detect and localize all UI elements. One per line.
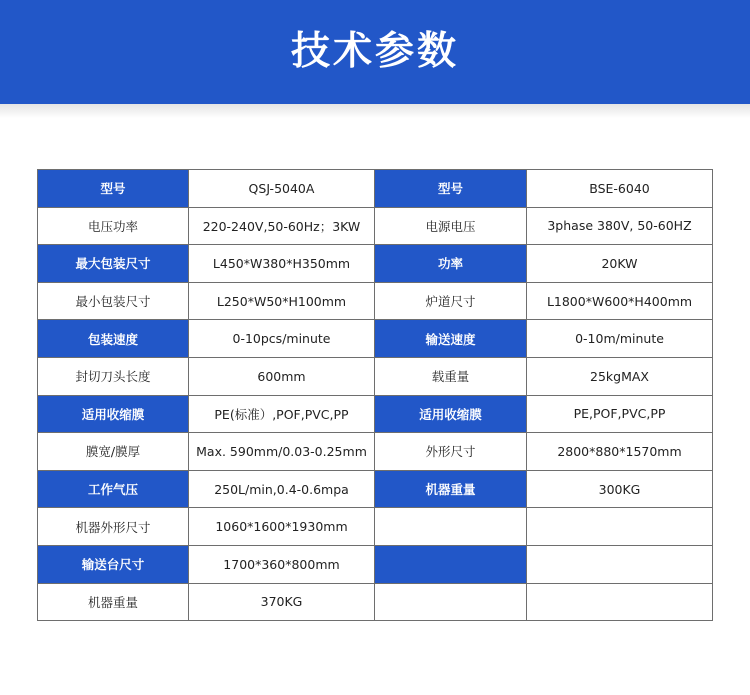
spec-label-right: 炉道尺寸 (375, 282, 527, 320)
spec-value-left: 1700*360*800mm (189, 545, 375, 583)
spec-label-left: 包装速度 (38, 320, 189, 358)
table-row (38, 170, 713, 208)
spec-value-right: 300KG (527, 470, 713, 508)
spec-value-left: 600mm (189, 357, 375, 395)
spec-value-right: 20KW (527, 245, 713, 283)
banner-shadow (0, 104, 750, 118)
table-row (38, 245, 713, 283)
spec-table (37, 169, 713, 621)
spec-label-left: 电压功率 (38, 207, 189, 245)
spec-value-right: 3phase 380V, 50-60HZ (527, 207, 713, 245)
table-row (38, 320, 713, 358)
spec-value-left: 1060*1600*1930mm (189, 508, 375, 546)
spec-value-right: 0-10m/minute (527, 320, 713, 358)
spec-label-right: 电源电压 (375, 207, 527, 245)
table-row (38, 470, 713, 508)
spec-value-left: L250*W50*H100mm (189, 282, 375, 320)
spec-label-right (375, 545, 527, 583)
spec-value-left: 220-240V,50-60Hz；3KW (189, 207, 375, 245)
table-row (38, 433, 713, 471)
spec-label-left: 工作气压 (38, 470, 189, 508)
spec-label-right: 型号 (375, 170, 527, 208)
table-row (38, 282, 713, 320)
spec-value-right (527, 583, 713, 621)
spec-value-left: Max. 590mm/0.03-0.25mm (189, 433, 375, 471)
spec-value-left: 0-10pcs/minute (189, 320, 375, 358)
spec-label-right (375, 508, 527, 546)
spec-label-left: 膜宽/膜厚 (38, 433, 189, 471)
table-row (38, 583, 713, 621)
table-row (38, 207, 713, 245)
table-row (38, 357, 713, 395)
spec-label-left: 输送台尺寸 (38, 545, 189, 583)
spec-value-left: QSJ-5040A (189, 170, 375, 208)
spec-value-left: 370KG (189, 583, 375, 621)
spec-value-right: 25kgMAX (527, 357, 713, 395)
spec-label-right: 适用收缩膜 (375, 395, 527, 433)
spec-label-right: 机器重量 (375, 470, 527, 508)
spec-label-right: 载重量 (375, 357, 527, 395)
spec-label-right: 输送速度 (375, 320, 527, 358)
spec-value-left: PE(标准）,POF,PVC,PP (189, 395, 375, 433)
spec-value-right: PE,POF,PVC,PP (527, 395, 713, 433)
spec-value-left: 250L/min,0.4-0.6mpa (189, 470, 375, 508)
spec-value-right: 2800*880*1570mm (527, 433, 713, 471)
spec-value-right: L1800*W600*H400mm (527, 282, 713, 320)
table-row (38, 545, 713, 583)
spec-label-left: 封切刀头长度 (38, 357, 189, 395)
spec-label-right (375, 583, 527, 621)
table-row (38, 508, 713, 546)
spec-label-left: 机器外形尺寸 (38, 508, 189, 546)
page-title: 技术参数 (290, 29, 459, 74)
spec-label-left: 最大包装尺寸 (38, 245, 189, 283)
spec-label-left: 机器重量 (38, 583, 189, 621)
spec-label-right: 外形尺寸 (375, 433, 527, 471)
spec-value-right (527, 545, 713, 583)
spec-value-right (527, 508, 713, 546)
spec-value-right: BSE-6040 (527, 170, 713, 208)
spec-label-right: 功率 (375, 245, 527, 283)
spec-label-left: 适用收缩膜 (38, 395, 189, 433)
spec-label-left: 型号 (38, 170, 189, 208)
table-row (38, 395, 713, 433)
spec-value-left: L450*W380*H350mm (189, 245, 375, 283)
spec-label-left: 最小包装尺寸 (38, 282, 189, 320)
